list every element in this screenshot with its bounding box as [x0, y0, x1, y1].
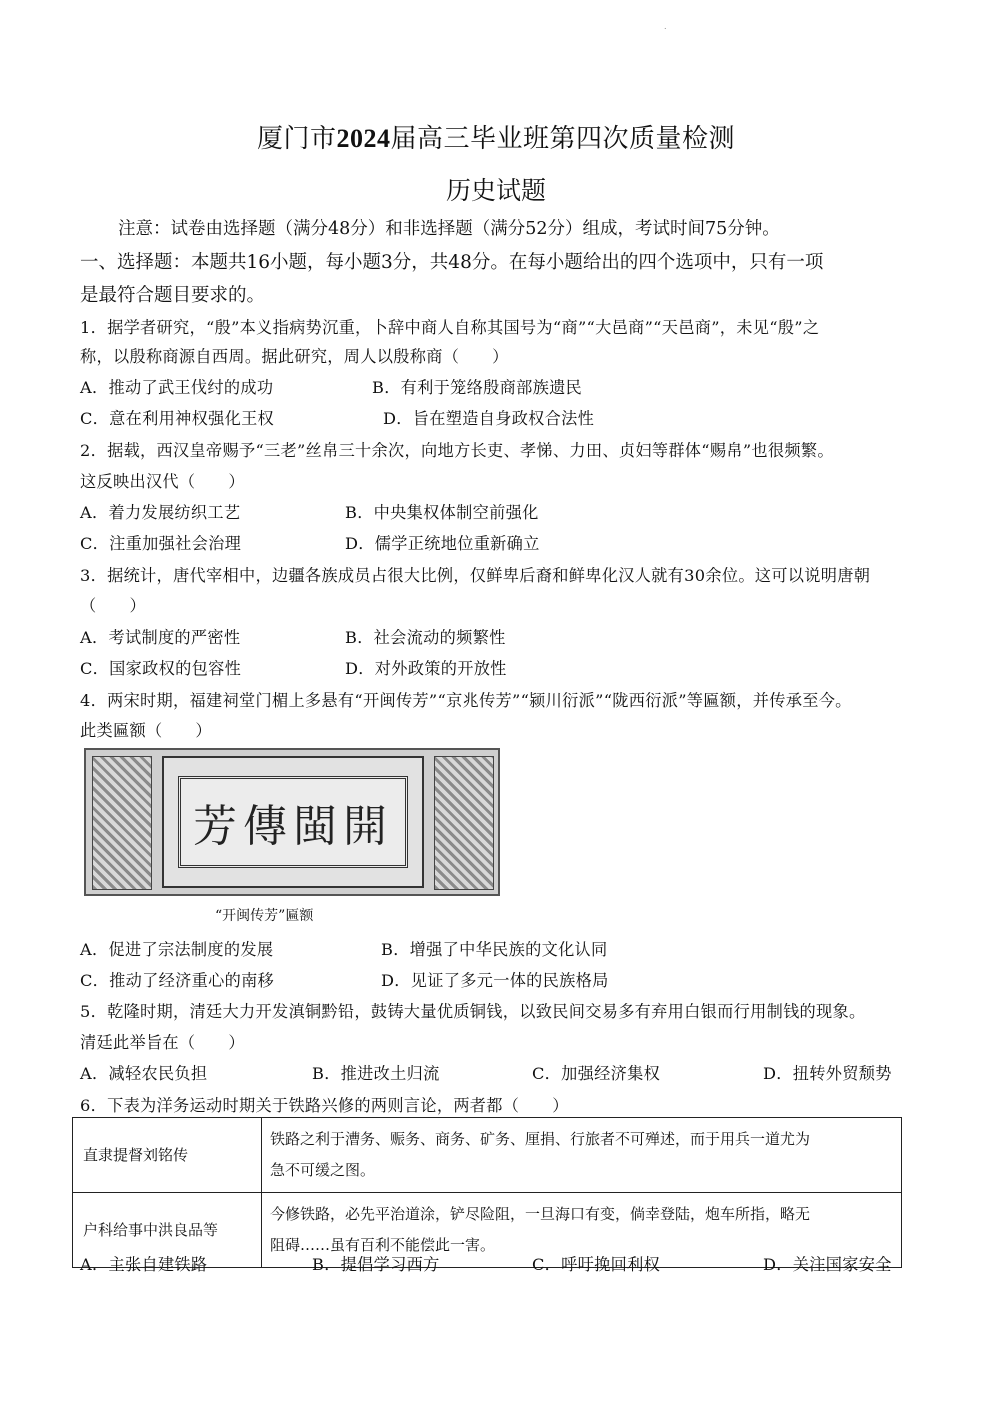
question-4-option-a: A．促进了宗法制度的发展	[80, 940, 274, 959]
question-3-option-c: C．国家政权的包容性	[80, 659, 242, 678]
question-1-option-a: A．推动了武王伐纣的成功	[80, 378, 274, 397]
question-2-option-c: C．注重加强社会治理	[80, 534, 242, 553]
question-4-stem-line1: 4．两宋时期，福建祠堂门楣上多悬有“开闽传芳”“京兆传芳”“颍川衍派”“陇西衍派”等匾额，并传承至今。	[80, 691, 852, 710]
question-3-option-d: D．对外政策的开放性	[345, 659, 507, 678]
question-3-stem-line2: （ ）	[80, 596, 146, 615]
plaque-inscription: 芳傳閩開	[178, 776, 408, 868]
question-2-stem-line2: 这反映出汉代（ ）	[80, 472, 245, 491]
speaker-cell: 户科给事中洪良品等	[73, 1193, 262, 1268]
page-subtitle: 历史试题	[445, 176, 546, 205]
question-5-option-d: D．扭转外贸颓势	[763, 1064, 892, 1083]
plaque-caption: “开闽传芳”匾额	[215, 908, 314, 924]
plaque-left-carving	[92, 756, 152, 890]
scan-mark: .	[664, 22, 667, 31]
question-5-stem-line2: 清廷此举旨在（ ）	[80, 1033, 245, 1052]
plaque-right-carving	[434, 756, 494, 890]
question-4-stem-line2: 此类匾额（ ）	[80, 721, 212, 740]
question-5-stem-line1: 5．乾隆时期，清廷大力开发滇铜黔铅，鼓铸大量优质铜钱，以致民间交易多有弃用白银而行用制钱的现象。	[80, 1002, 866, 1021]
question-3-option-b: B．社会流动的频繁性	[345, 628, 506, 647]
question-2-option-a: A．着力发展纺织工艺	[80, 503, 241, 522]
section-instruction-line2: 是最符合题目要求的。	[80, 285, 266, 306]
question-6-option-d: D．关注国家安全	[763, 1255, 892, 1274]
exam-notice: 注意：试卷由选择题（满分48分）和非选择题（满分52分）组成，考试时间75分钟。	[118, 219, 780, 239]
question-5-option-a: A．减轻农民负担	[80, 1064, 208, 1083]
question-6-stem: 6．下表为洋务运动时期关于铁路兴修的两则言论，两者都（ ）	[80, 1096, 569, 1115]
question-2-stem-line1: 2．据载，西汉皇帝赐予“三老”丝帛三十余次，向地方长吏、孝悌、力田、贞妇等群体“赐帛”也很频繁。	[80, 441, 834, 460]
question-3-option-a: A．考试制度的严密性	[80, 628, 241, 647]
question-6-option-a: A．主张自建铁路	[80, 1255, 208, 1274]
quote-cell: 铁路之利于漕务、赈务、商务、矿务、厘捐、行旅者不可殚述，而于用兵一道尤为 急不可缓之图。	[262, 1118, 902, 1193]
question-2-option-b: B．中央集权体制空前强化	[345, 503, 539, 522]
section-instruction-line1: 一、选择题：本题共16小题，每小题3分，共48分。在每小题给出的四个选项中，只有一项	[80, 252, 824, 273]
question-5-option-c: C．加强经济集权	[532, 1064, 661, 1083]
quote-table	[72, 1117, 902, 1268]
question-1-stem-line1: 1．据学者研究，“殷”本义指病势沉重，卜辞中商人自称其国号为“商”“大邑商”“天邑商”，未见“殷”之	[80, 318, 820, 337]
quote-cell: 今修铁路，必先平治道涂，铲尽险阻，一旦海口有变，倘幸登陆，炮车所指，略无 阻碍……虽有百利不能偿此一害。	[262, 1193, 902, 1268]
question-6-option-c: C．呼吁挽回利权	[532, 1255, 661, 1274]
page-title: 厦门市2024届高三毕业班第四次质量检测	[256, 124, 736, 154]
question-5-option-b: B．推进改土归流	[312, 1064, 440, 1083]
plaque-image	[84, 748, 500, 896]
question-1-option-d: D．旨在塑造自身政权合法性	[383, 409, 595, 428]
question-1-stem-line2: 称，以殷称商源自西周。据此研究，周人以殷称商（ ）	[80, 347, 509, 366]
question-6-option-b: B．提倡学习西方	[312, 1255, 440, 1274]
question-1-option-c: C．意在利用神权强化王权	[80, 409, 275, 428]
question-4-option-c: C．推动了经济重心的南移	[80, 971, 275, 990]
question-4-option-d: D．见证了多元一体的民族格局	[381, 971, 609, 990]
question-4-option-b: B．增强了中华民族的文化认同	[381, 940, 608, 959]
question-3-stem-line1: 3．据统计，唐代宰相中，边疆各族成员占很大比例，仅鲜卑后裔和鲜卑化汉人就有30余位。这可以说明唐朝	[80, 566, 871, 585]
plaque-center-panel	[162, 756, 424, 888]
table-row	[73, 1118, 902, 1193]
question-2-option-d: D．儒学正统地位重新确立	[345, 534, 540, 553]
question-1-option-b: B．有利于笼络殷商部族遗民	[372, 378, 583, 397]
speaker-cell: 直隶提督刘铭传	[73, 1118, 262, 1193]
